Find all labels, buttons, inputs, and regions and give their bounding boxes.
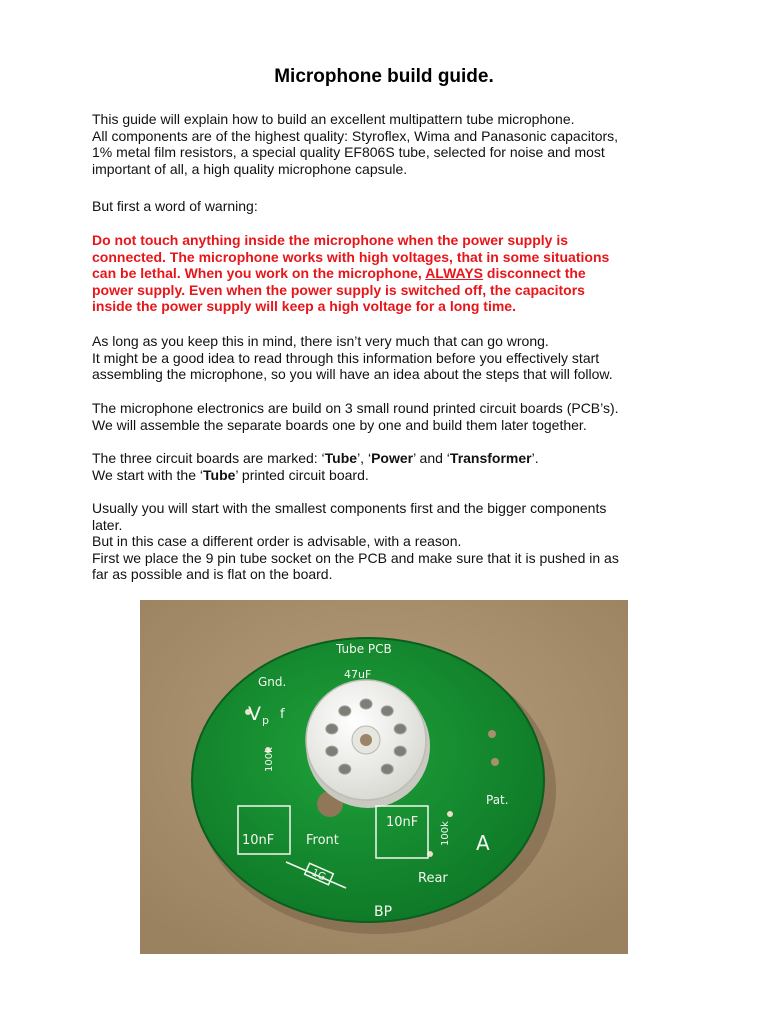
warning-line: inside the power supply will keep a high voltage for a long time. (92, 298, 516, 315)
mount-hole (488, 730, 496, 738)
board-name-tube: Tube (203, 466, 236, 483)
socket-pin-hole (394, 724, 406, 734)
label-1g: 1G (309, 867, 328, 884)
socket-pin-hole (394, 746, 406, 756)
order-line: Usually you will start with the smallest components first and the bigger components (92, 500, 607, 516)
intro-line: 1% metal film resistors, a special quality EF806S tube, selected for noise and most (92, 144, 605, 161)
pcb-photo-illustration (140, 600, 628, 954)
marked-text: The three circuit boards are marked: ‘ (92, 450, 325, 466)
label-vp: V (248, 703, 261, 725)
label-10nf-left: 10nF (242, 833, 275, 848)
mind-line: As long as you keep this in mind, there isn’t very much that can go wrong. (92, 333, 549, 349)
marked-paragraph (92, 450, 712, 483)
label-47uf: 47uF (344, 668, 372, 681)
socket-pin-hole (339, 764, 351, 774)
order-line: later. (92, 516, 123, 533)
label-pat: Pat. (486, 793, 509, 807)
warning-line (92, 265, 712, 282)
socket-pin-hole (339, 706, 351, 716)
socket-pin-hole (381, 706, 393, 716)
label-front: Front (306, 833, 339, 848)
marked-text: ’ printed circuit board. (235, 466, 369, 483)
marked-text: ’ and ‘ (413, 450, 450, 466)
label-vp-sub: p (262, 714, 269, 727)
socket-pin-hole (360, 699, 372, 709)
label-gnd: Gnd. (258, 675, 287, 689)
intro-line: All components are of the highest quality: Styroflex, Wima and Panasonic capacitors, (92, 127, 619, 144)
boards-paragraph (92, 400, 712, 433)
label-100k-right: 100k (440, 821, 451, 846)
label-100k-left: 100k (264, 747, 275, 772)
page-title: Microphone build guide. (274, 66, 494, 87)
order-line: First we place the 9 pin tube socket on the PCB and make sure that it is pushed in as (92, 549, 619, 566)
warning-intro-line: But first a word of warning: (92, 198, 258, 214)
order-line: But in this case a different order is advisable, with a reason. (92, 533, 462, 550)
label-f: f (280, 707, 285, 722)
label-a: A (476, 831, 490, 855)
socket-pin-hole (326, 724, 338, 734)
solder-pad (447, 811, 453, 817)
label-rear: Rear (418, 871, 448, 886)
warning-text: disconnect the (483, 265, 586, 282)
mind-line: It might be a good idea to read through this information before you effectively start (92, 349, 600, 366)
marked-text: ’. (531, 450, 539, 466)
board-name-transformer: Transformer (449, 450, 532, 466)
mind-paragraph (92, 333, 712, 383)
warning-line: Do not touch anything inside the microphone when the power supply is (92, 232, 569, 248)
intro-line: This guide will explain how to build an excellent multipattern tube microphone. (92, 111, 575, 127)
label-tube-pcb: Tube PCB (336, 642, 392, 656)
boards-line: We will assemble the separate boards one by one and build them later together. (92, 416, 587, 433)
label-10nf-right: 10nF (386, 815, 419, 830)
board-name-power: Power (371, 450, 414, 466)
marked-line (92, 450, 712, 467)
label-bp: BP (374, 904, 393, 920)
socket-pin-hole (326, 746, 338, 756)
board-name-tube: Tube (324, 450, 358, 466)
order-paragraph (92, 500, 712, 583)
boards-line: The microphone electronics are build on 3 small round printed circuit boards (PCB’s). (92, 400, 619, 416)
warning-paragraph (92, 232, 712, 315)
warning-emphasis: ALWAYS (425, 265, 484, 282)
warning-text: can be lethal. When you work on the microphone, (92, 265, 426, 282)
marked-text: ’, ‘ (357, 450, 372, 466)
socket-center-hole (360, 734, 372, 746)
warning-line: connected. The microphone works with high voltages, that in some situations (92, 248, 610, 265)
warning-intro (92, 198, 712, 215)
warning-line: power supply. Even when the power supply is switched off, the capacitors (92, 281, 585, 298)
socket-pin-hole (381, 764, 393, 774)
marked-line (92, 467, 712, 484)
mind-line: assembling the microphone, so you will have an idea about the steps that will follow. (92, 366, 613, 383)
intro-line: important of all, a high quality microphone capsule. (92, 160, 408, 177)
pcb-photo (140, 600, 628, 954)
order-line: far as possible and is flat on the board. (92, 566, 333, 583)
intro-paragraph (92, 111, 712, 177)
marked-text: We start with the ‘ (92, 466, 204, 483)
mount-hole (491, 758, 499, 766)
